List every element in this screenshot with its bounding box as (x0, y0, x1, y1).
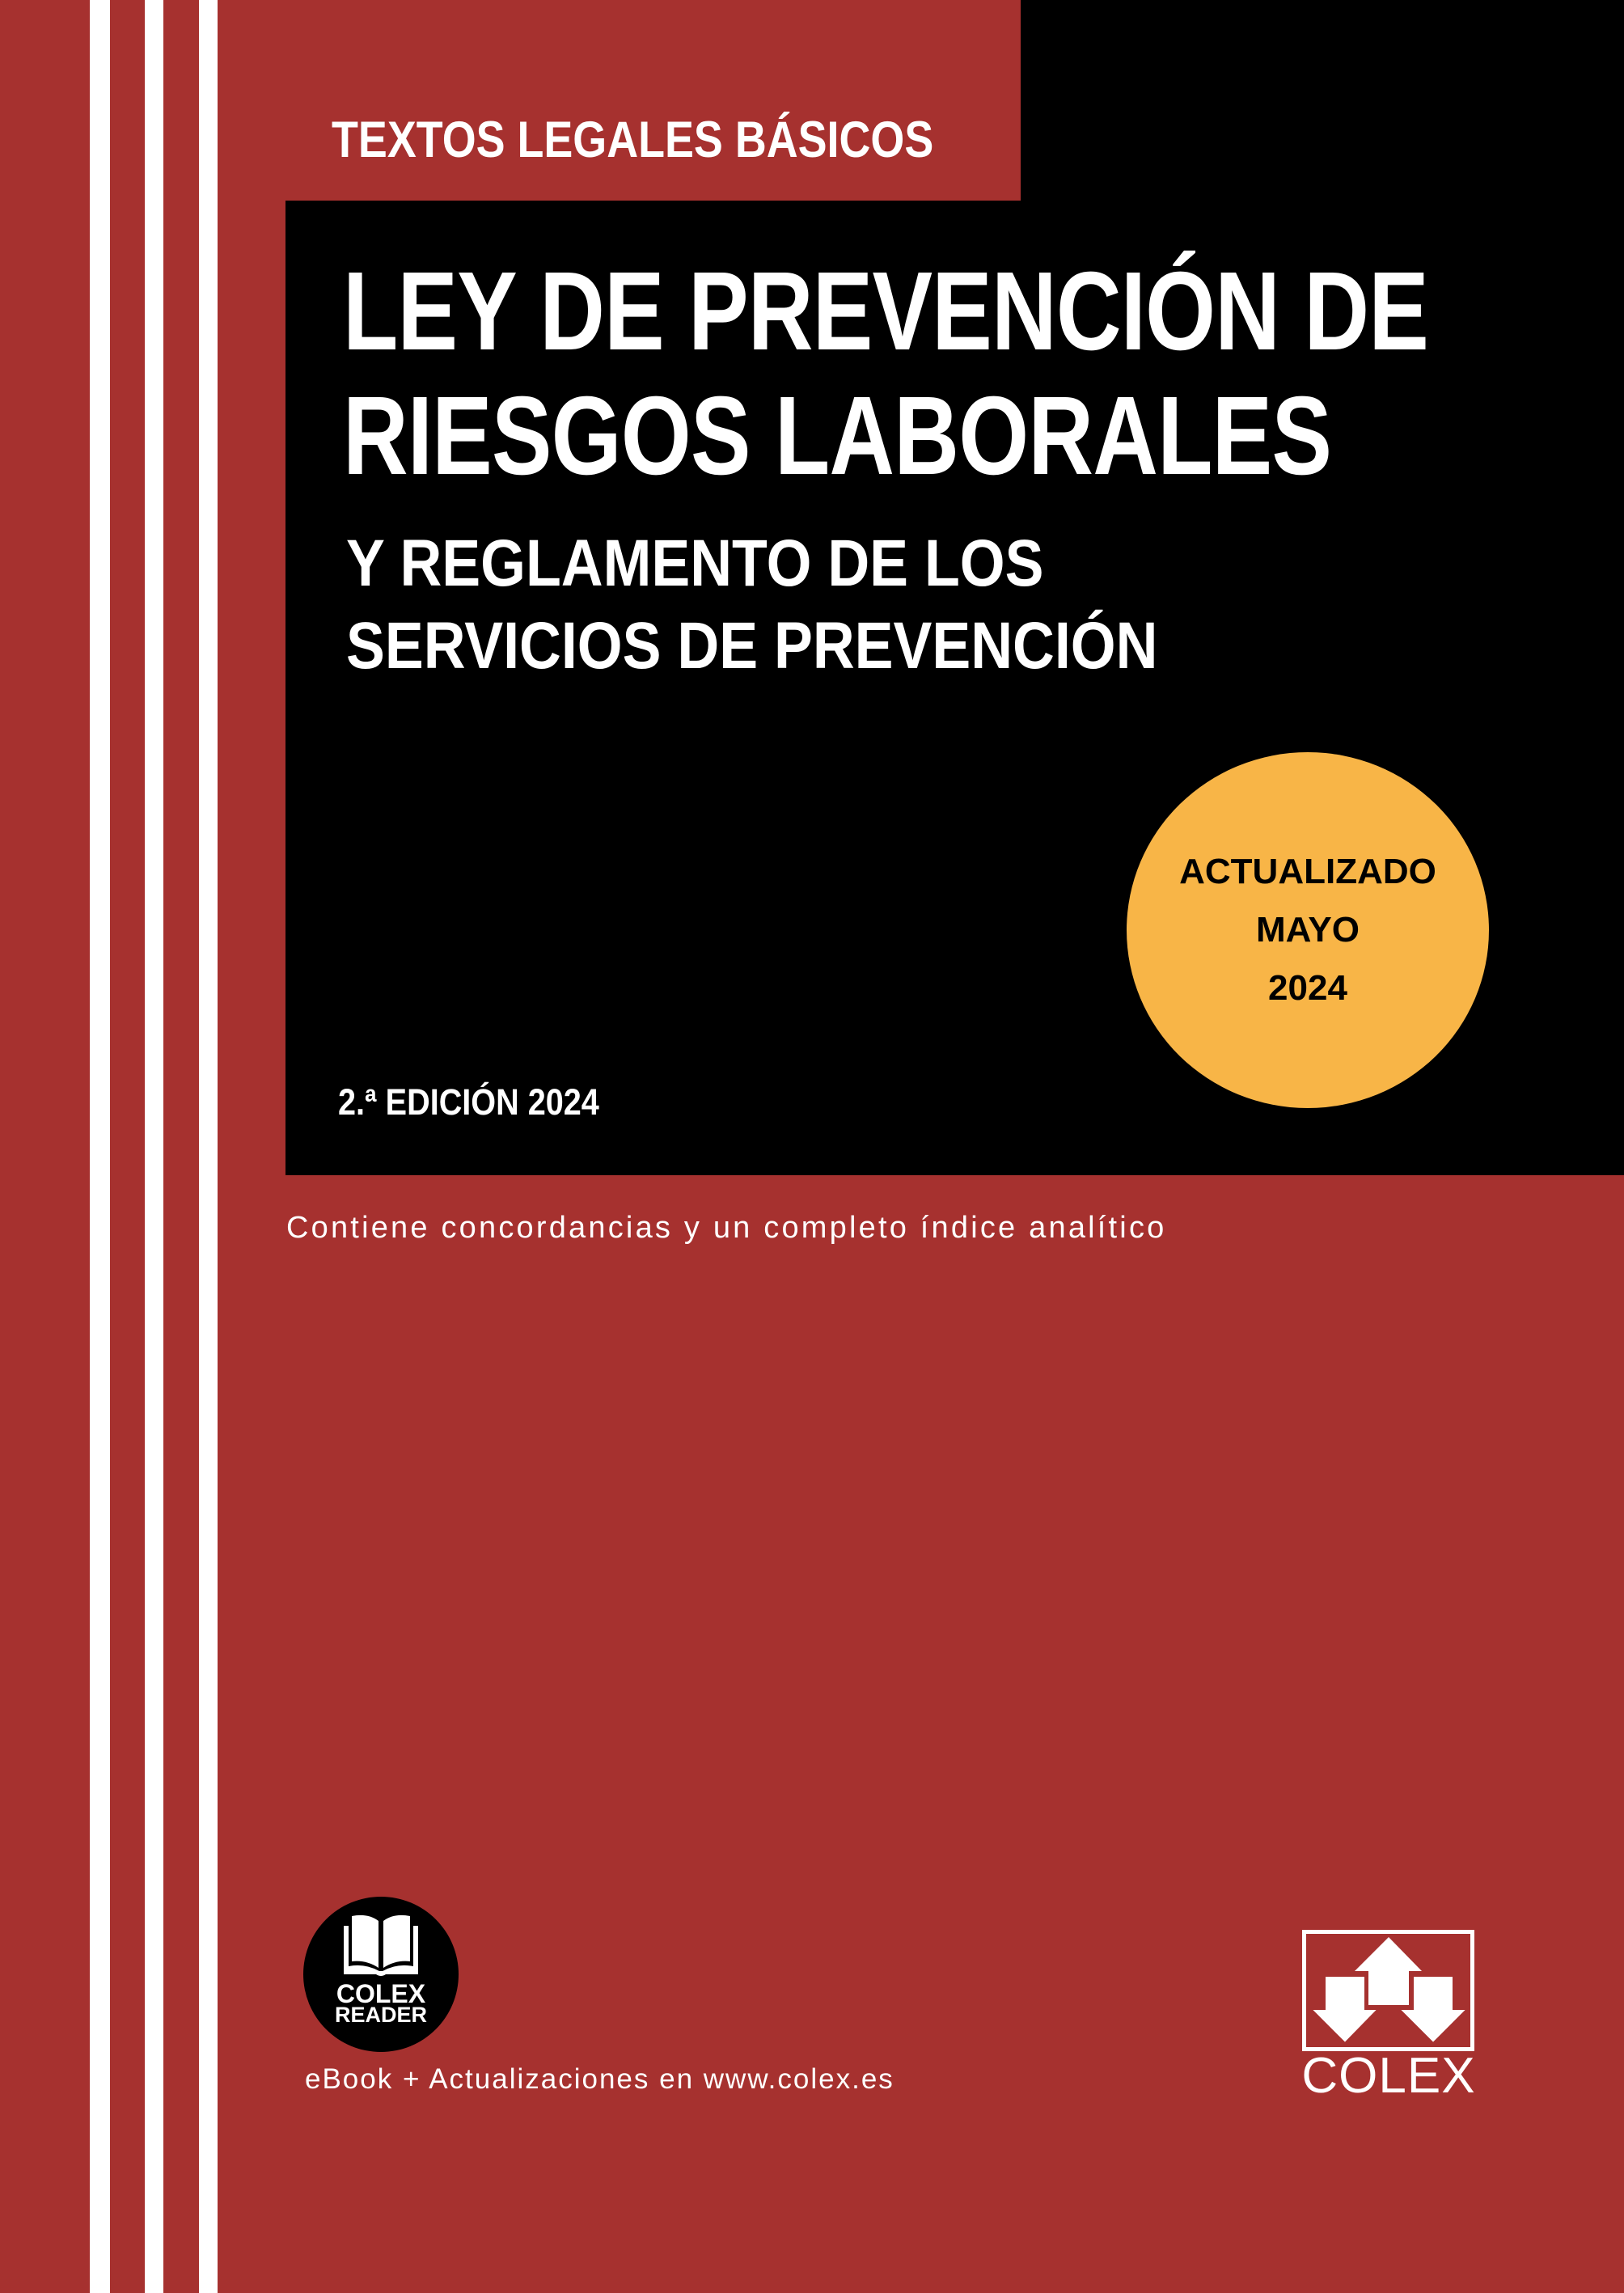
series-heading: TEXTOS LEGALES BÁSICOS (332, 112, 934, 168)
colex-reader-logo (303, 1897, 459, 2052)
badge-line-1: ACTUALIZADO (1179, 852, 1436, 891)
white-stripe-1 (90, 0, 110, 2293)
title-line-1: LEY DE PREVENCIÓN DE (343, 249, 1429, 374)
black-panel-top (1021, 0, 1624, 201)
ebook-updates-text: eBook + Actualizaciones en www.colex.es (305, 2063, 894, 2095)
edition-label: 2.ª EDICIÓN 2024 (338, 1081, 599, 1123)
badge-line-3: 2024 (1268, 968, 1347, 1008)
publisher-name: COLEX (1301, 2048, 1476, 2104)
title-line-2: RIESGOS LABORALES (343, 374, 1332, 498)
reader-logo-line-2: READER (334, 2003, 427, 2027)
subtitle-line-1: Y REGLAMENTO DE LOS (346, 527, 1044, 600)
badge-line-2: MAYO (1256, 910, 1360, 950)
tagline: Contiene concordancias y un completo índice analítico (286, 1211, 1167, 1245)
reader-logo-line-1: COLEX (336, 1979, 426, 2008)
white-stripe-3 (199, 0, 218, 2293)
open-book-icon (340, 1914, 421, 1978)
subtitle-line-2: SERVICIOS DE PREVENCIÓN (346, 609, 1158, 683)
white-stripe-2 (145, 0, 163, 2293)
updated-badge (1127, 752, 1489, 1108)
